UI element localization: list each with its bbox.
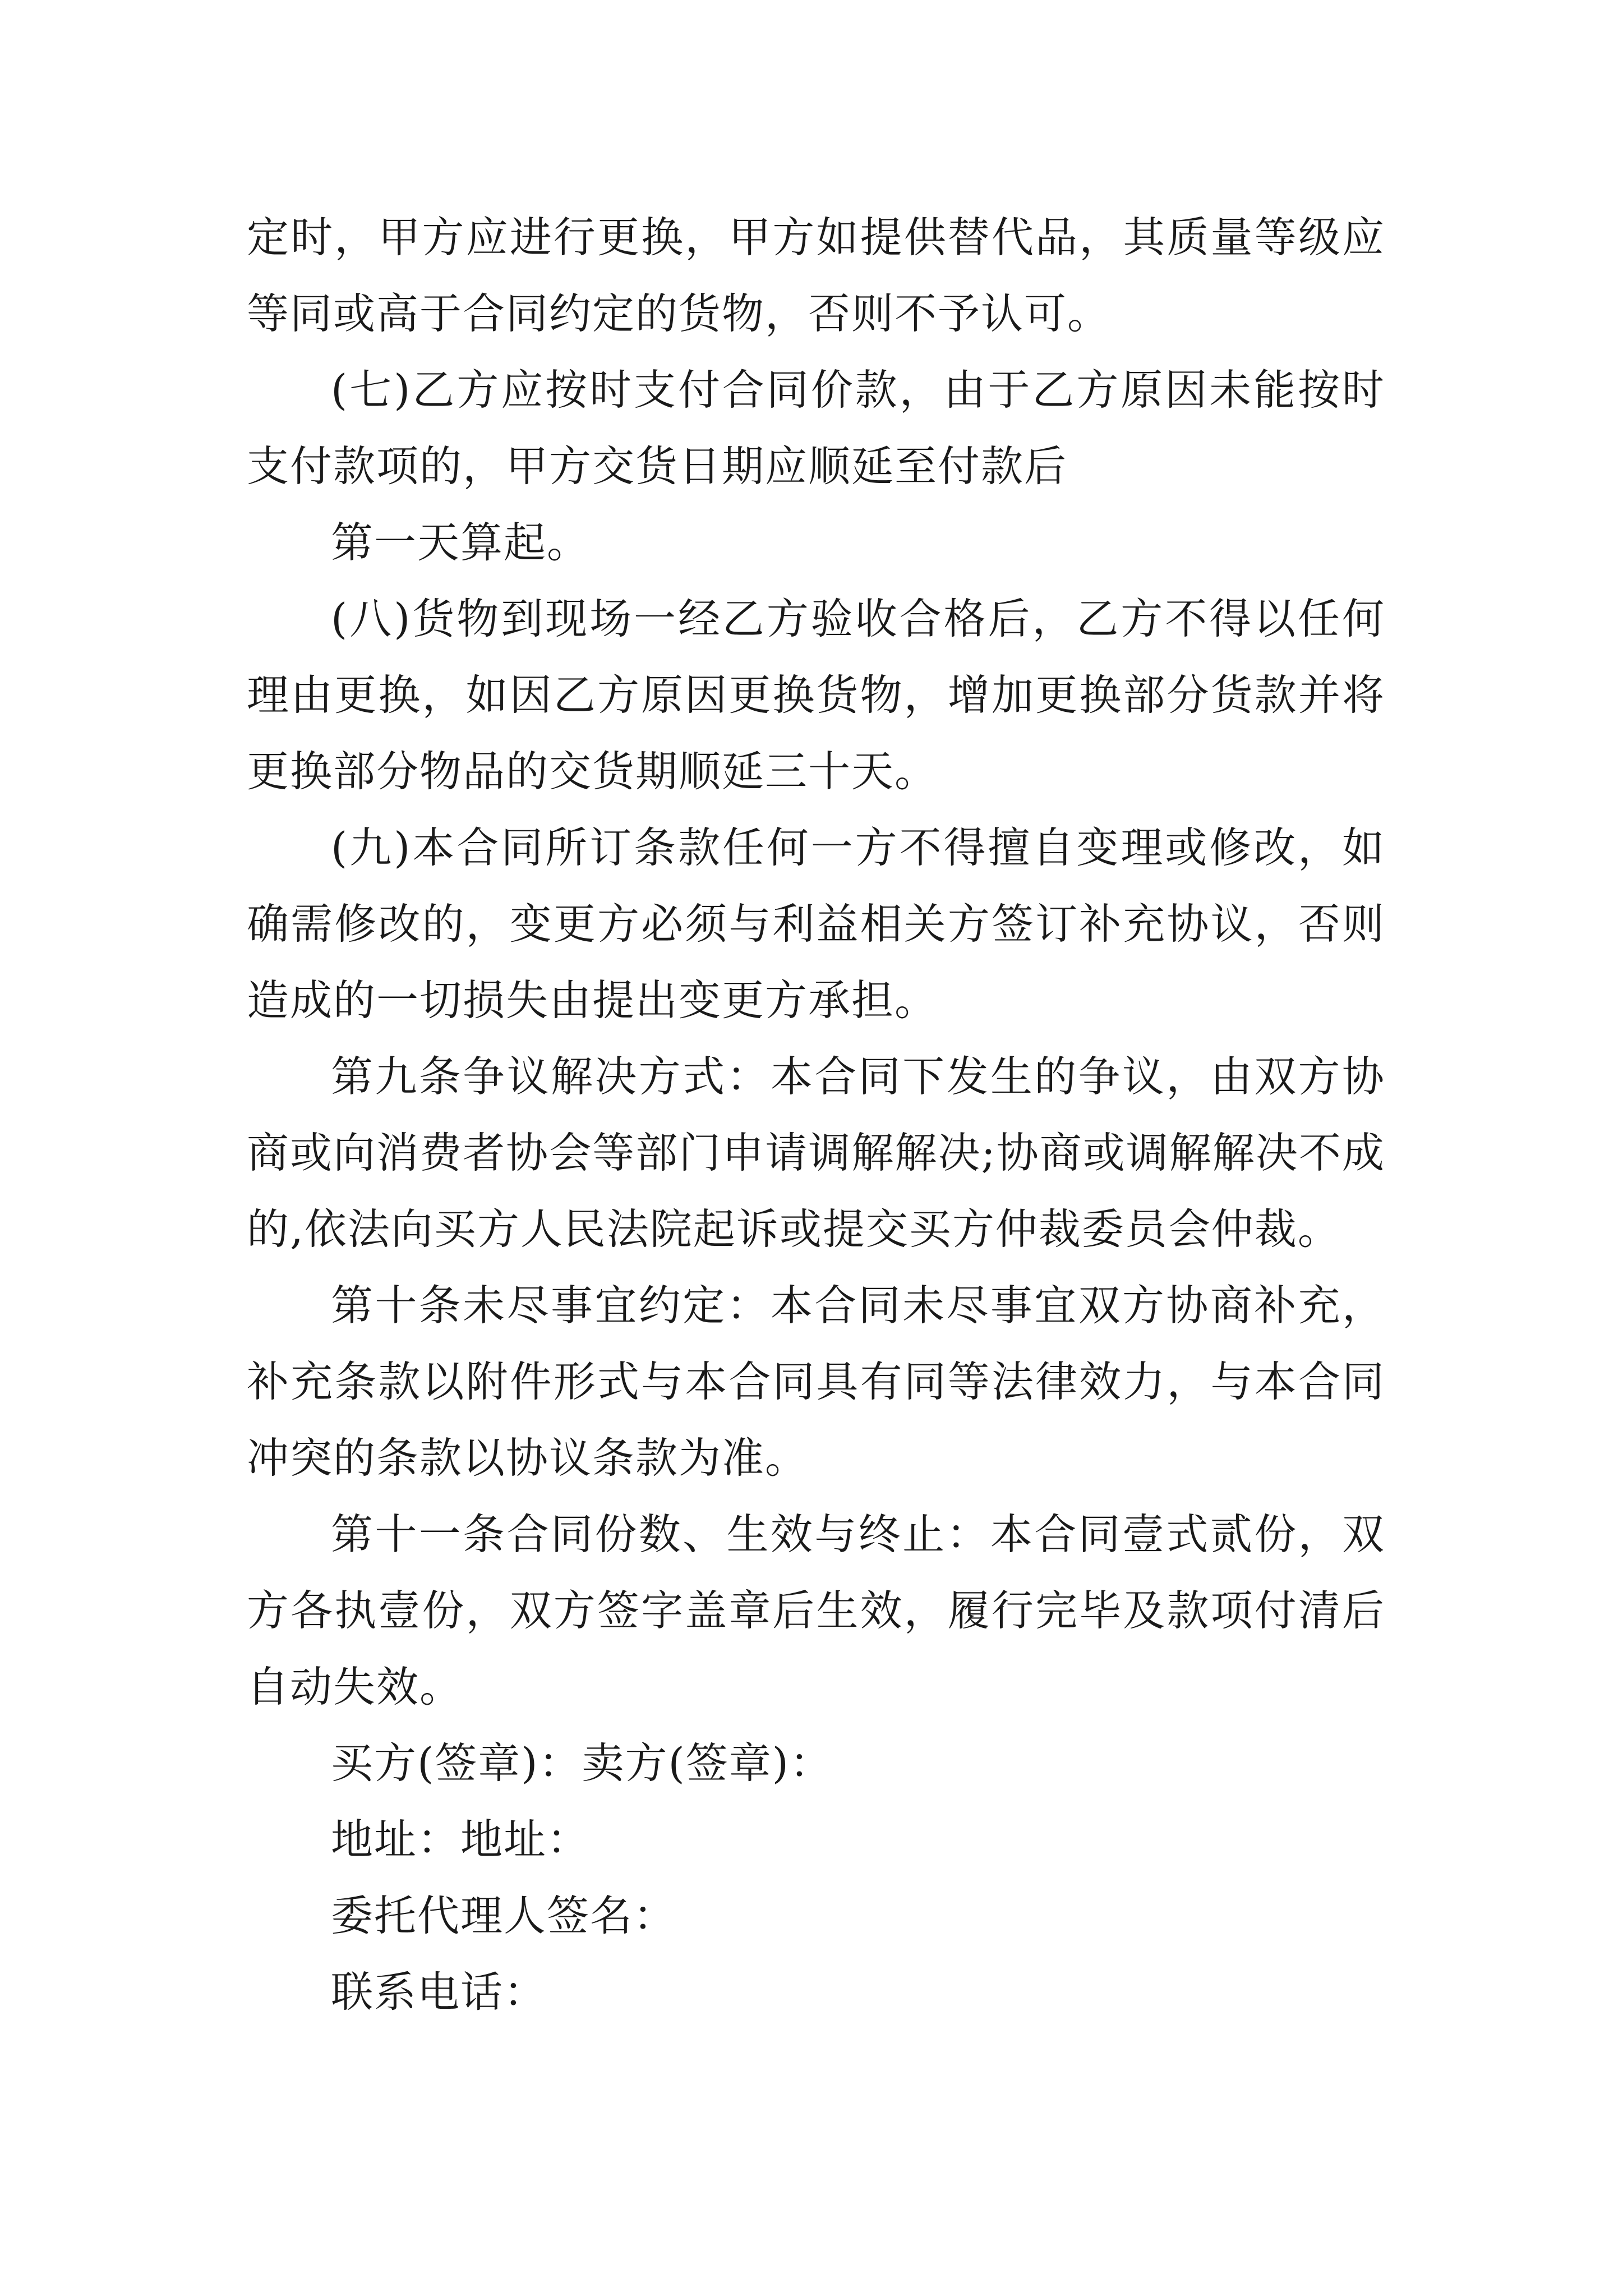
- paragraph-article-9-dispute: 第九条争议解决方式：本合同下发生的争议，由双方协商或向消费者协会等部门申请调解解决;协商或调解解决不成的,依法向买方人民法院起诉或提交买方仲裁委员会仲裁。: [247, 1052, 1385, 1254]
- contract-body: [247, 199, 1385, 2030]
- signature-line-agent: 委托代理人签名：: [331, 1891, 677, 1940]
- signature-line-parties: 买方(签章)：卖方(签章)：: [331, 1738, 833, 1788]
- paragraph-article-11-copies: 第十一条合同份数、生效与终止：本合同壹式贰份，双方各执壹份，双方签字盖章后生效，履行完毕及款项付清后自动失效。: [247, 1510, 1385, 1711]
- signature-line-phone: 联系电话：: [331, 1967, 547, 2017]
- paragraph-clause-8: (八)货物到现场一经乙方验收合格后，乙方不得以任何理由更换，如因乙方原因更换货物，增加更换部分货款并将更换部分物品的交货期顺延三十天。: [247, 594, 1385, 796]
- paragraph-clause-9: (九)本合同所订条款任何一方不得擅自变理或修改，如确需修改的，变更方必须与利益相关方签订补充协议，否则造成的一切损失由提出变更方承担。: [247, 823, 1385, 1025]
- paragraph-article-10-other-matters: 第十条未尽事宜约定：本合同未尽事宜双方协商补充，补充条款以附件形式与本合同具有同等法律效力，与本合同冲突的条款以协议条款为准。: [247, 1281, 1385, 1483]
- paragraph-clause-7: (七)乙方应按时支付合同价款，由于乙方原因未能按时支付款项的，甲方交货日期应顺延至付款后: [247, 365, 1385, 491]
- signature-line-address: 地址：地址：: [331, 1815, 591, 1864]
- paragraph-replacement-terms: 定时，甲方应进行更换，甲方如提供替代品，其质量等级应等同或高于合同约定的货物，否则不予认可。: [247, 213, 1385, 338]
- paragraph-clause-7-continued: 第一天算起。: [331, 518, 591, 567]
